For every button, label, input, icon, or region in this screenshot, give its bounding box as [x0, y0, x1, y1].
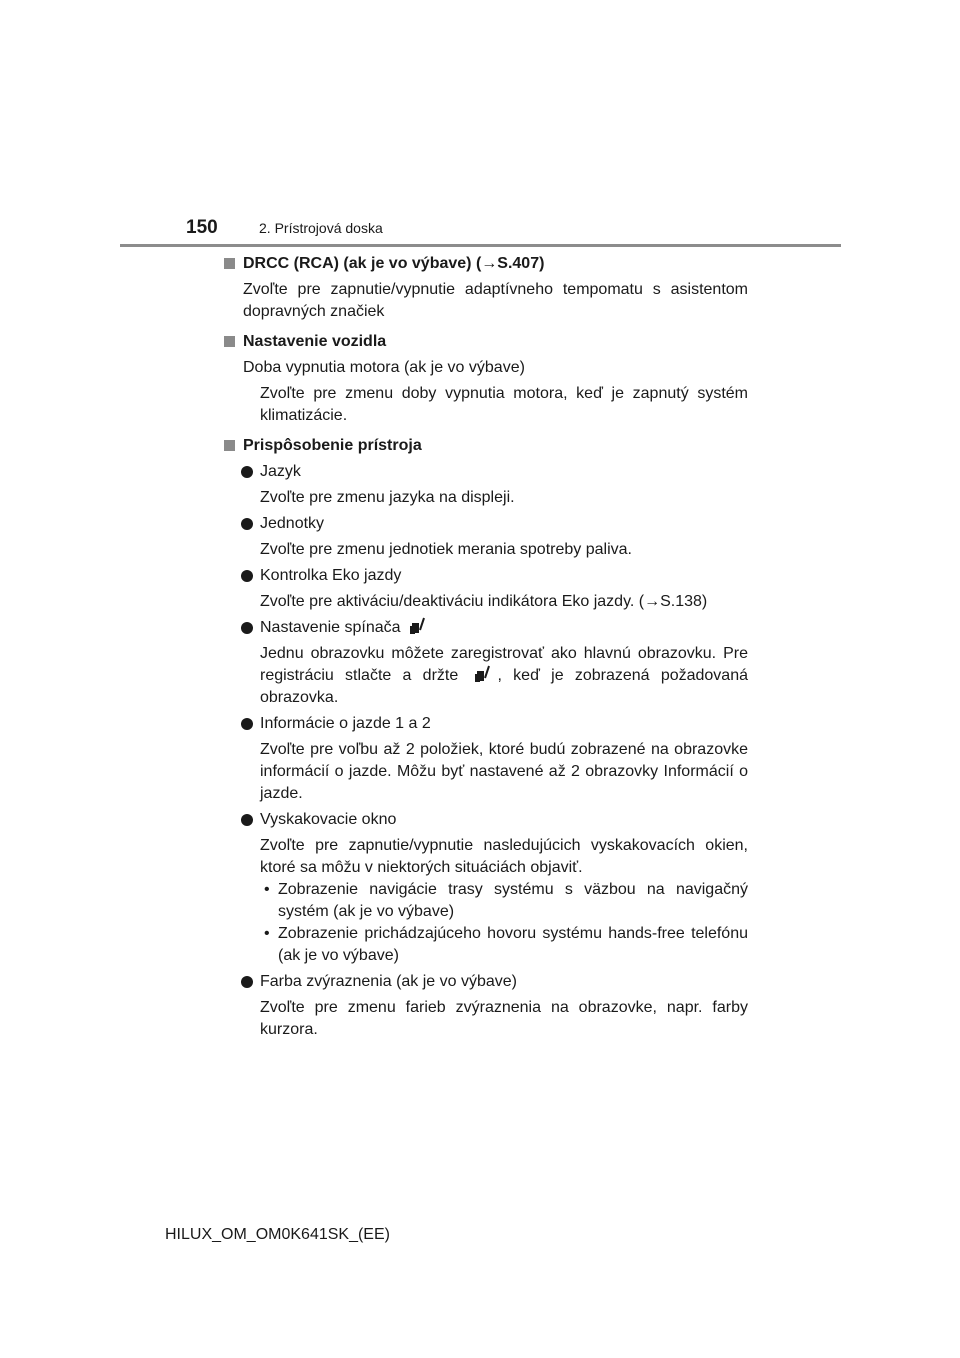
bullet-text-drive-info: Zvoľte pre voľbu až 2 položiek, ktoré budú zobrazené na obrazovke informácií o jazde. Môžu byť nastavené až 2 obrazovky Informácií o jazde. [260, 741, 748, 802]
black-dot-icon [241, 622, 253, 634]
sub-item-incoming-call: • Zobrazenie prichádzajúceho hovoru systému hands-free telefónu (ak je vo výbave) [264, 925, 748, 964]
bullet-accent: Farba zvýraznenia (ak je vo výbave) [222, 971, 748, 993]
bullet-text-units: Zvoľte pre zmenu jednotiek merania spotreby paliva. [260, 541, 632, 558]
chapter-title: 2. Prístrojová doska [259, 220, 383, 236]
black-dot-icon [241, 570, 253, 582]
meter-switch-icon [474, 665, 492, 683]
section-text-drcc: Zvoľte pre zapnutie/vypnutie adaptívneho tempomatu s asistentom dopravných značiek [243, 281, 748, 320]
bullet-popup: Vyskakovacie okno [222, 809, 748, 831]
header-divider [120, 244, 841, 247]
bullet-drive-info: Informácie o jazde 1 a 2 [222, 713, 748, 735]
document-code: HILUX_OM_OM0K641SK_(EE) [165, 1226, 390, 1243]
section-heading-drcc: DRCC (RCA) (ak je vo výbave) (→S.407) [222, 253, 748, 275]
page-number: 150 [186, 217, 218, 238]
gray-square-icon [224, 258, 235, 269]
gray-square-icon [224, 336, 235, 347]
black-dot-icon [241, 814, 253, 826]
bullet-text-language: Zvoľte pre zmenu jazyka na displeji. [260, 489, 515, 506]
bullet-text-eco: Zvoľte pre aktiváciu/deaktiváciu indikátora Eko jazdy. (→S.138) [260, 593, 708, 610]
page-header [0, 0, 960, 250]
bullet-language: Jazyk [222, 461, 748, 483]
black-dot-icon [241, 518, 253, 530]
bullet-text-popup: Zvoľte pre zapnutie/vypnutie nasledujúcich vyskakovacích okien, ktoré sa môžu v niektorých situáciách objaviť. [260, 837, 748, 876]
page-content [222, 253, 748, 1041]
section-heading-meter: Prispôsobenie prístroja [222, 435, 748, 457]
bullet-switch: Nastavenie spínača [222, 617, 748, 639]
item-engine-off-time: Doba vypnutia motora (ak je vo výbave) [243, 359, 525, 376]
bullet-text-switch: Jednu obrazovku môžete zaregistrovať ako hlavnú obrazovku. Pre registráciu stlačte a držte , keď je zobrazená požadovaná obrazovka. [260, 645, 748, 706]
sub-item-navigation: • Zobrazenie navigácie trasy systému s väzbou na navigačný systém (ak je vo výbave) [264, 881, 748, 920]
section-heading-vehicle: Nastavenie vozidla [222, 331, 748, 353]
item-text-engine-off-time: Zvoľte pre zmenu doby vypnutia motora, keď je zapnutý systém klimatizácie. [260, 385, 748, 424]
black-dot-icon [241, 976, 253, 988]
bullet-text-accent: Zvoľte pre zmenu farieb zvýraznenia na obrazovke, napr. farby kurzora. [260, 999, 748, 1038]
bullet-eco: Kontrolka Eko jazdy [222, 565, 748, 587]
black-dot-icon [241, 718, 253, 730]
gray-square-icon [224, 440, 235, 451]
bullet-units: Jednotky [222, 513, 748, 535]
black-dot-icon [241, 466, 253, 478]
meter-switch-icon [409, 617, 427, 635]
